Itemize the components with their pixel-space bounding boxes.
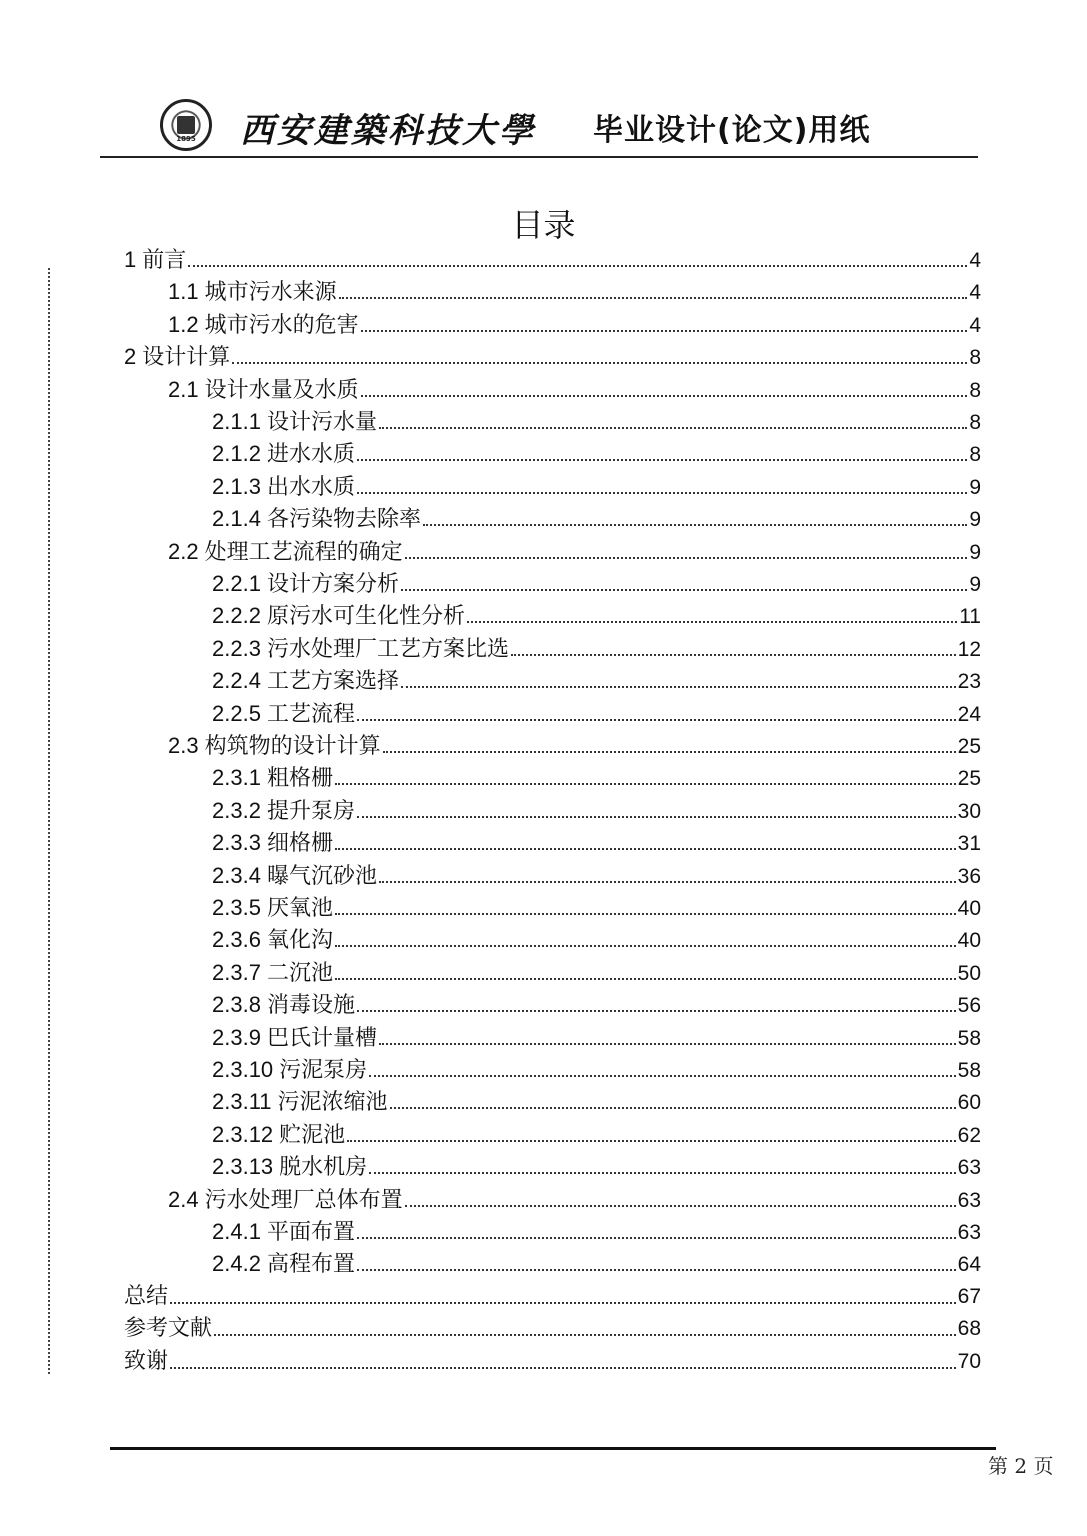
toc-entry-number: 2.2.2: [212, 603, 261, 629]
toc-entry-page: 8: [969, 443, 981, 467]
toc-leader-dots: [361, 329, 968, 332]
toc-entry-page: 70: [957, 1349, 981, 1373]
toc-leader-dots: [379, 880, 956, 883]
toc-entry-page: 40: [957, 897, 981, 920]
toc-leader-dots: [357, 1236, 956, 1239]
page-number: 第 2 页: [988, 1454, 1054, 1478]
toc-entry-title: 各污染物去除率: [266, 507, 421, 533]
toc-entry-number: 2.3.10: [212, 1057, 274, 1082]
toc-entry[interactable]: [212, 698, 981, 730]
header-divider: [100, 156, 978, 158]
toc-entry-number: 2.3.13: [212, 1154, 274, 1180]
toc-entry[interactable]: [124, 244, 981, 276]
toc-entry-page: 8: [969, 411, 981, 434]
toc-entry-page: 12: [957, 637, 981, 661]
toc-leader-dots: [339, 296, 968, 299]
toc-leader-dots: [369, 1074, 955, 1077]
toc-leader-dots: [357, 491, 967, 494]
toc-entry-number: 2.3.7: [212, 959, 261, 985]
toc-entry-title: 污泥浓缩池: [277, 1090, 388, 1116]
toc-leader-dots: [188, 264, 967, 267]
toc-leader-dots: [335, 977, 956, 980]
toc-leader-dots: [383, 750, 956, 753]
toc-entry-number: 2.2.3: [212, 635, 261, 661]
toc-leader-dots: [390, 1106, 956, 1109]
toc-entry[interactable]: [212, 762, 981, 794]
toc-entry-number: 2.3.5: [212, 895, 261, 920]
toc-entry[interactable]: [124, 1313, 981, 1345]
toc-entry-page: 63: [957, 1221, 981, 1244]
toc-entry[interactable]: [212, 1086, 981, 1118]
toc-entry-title: 设计方案分析: [266, 572, 399, 597]
toc-leader-dots: [170, 1366, 956, 1369]
toc-entry-title: 二沉池: [266, 960, 333, 986]
toc-entry-number: 2.3.9: [212, 1024, 261, 1050]
toc-leader-dots: [357, 1009, 956, 1012]
toc-entry-page: 58: [957, 1059, 981, 1082]
toc-leader-dots: [347, 1139, 955, 1142]
toc-entry-title: 污水处理厂总体布置: [204, 1187, 403, 1213]
toc-entry[interactable]: [212, 1022, 981, 1054]
toc-entry-number: 2.1.1: [212, 409, 261, 434]
toc-entry-page: 4: [969, 281, 981, 305]
toc-entry[interactable]: [168, 309, 981, 341]
toc-leader-dots: [401, 588, 967, 591]
toc-entry-title: 巴氏计量槽: [266, 1025, 377, 1051]
toc-entry-page: 23: [957, 670, 981, 694]
toc-entry-page: 62: [957, 1123, 981, 1147]
toc-entry-page: 25: [957, 767, 981, 791]
toc-entry[interactable]: [212, 438, 981, 470]
toc-entry-title: 构筑物的设计计算: [204, 734, 381, 759]
toc-entry[interactable]: [212, 406, 981, 438]
toc-entry[interactable]: [212, 1216, 981, 1248]
toc-leader-dots: [357, 718, 956, 721]
toc-entry-number: 2.2.1: [212, 571, 261, 596]
toc-entry-title: 厌氧池: [266, 896, 333, 921]
toc-entry-title: 污泥泵房: [279, 1058, 368, 1083]
toc-entry[interactable]: [212, 600, 981, 632]
toc-entry[interactable]: [212, 957, 981, 989]
toc-leader-dots: [423, 523, 967, 526]
toc-entry-title: 设计污水量: [266, 410, 377, 435]
toc-entry-number: 2.3.6: [212, 927, 261, 953]
seal-year: 1895: [176, 135, 196, 143]
toc-entry[interactable]: [212, 471, 981, 503]
toc-entry-title: 污水处理厂工艺方案比选: [266, 636, 509, 662]
toc-entry-number: 1: [124, 247, 137, 272]
toc-entry[interactable]: [212, 1248, 981, 1280]
toc-entry-page: 8: [969, 378, 981, 402]
page-header: [100, 95, 978, 157]
toc-entry-number: 2.4.1: [212, 1219, 261, 1244]
toc-entry-page: 8: [969, 346, 981, 370]
toc-entry[interactable]: [124, 1281, 981, 1313]
toc-entry-title: 处理工艺流程的确定: [204, 539, 403, 565]
toc-entry[interactable]: [212, 665, 981, 697]
toc-leader-dots: [379, 426, 967, 429]
toc-leader-dots: [214, 1333, 956, 1336]
toc-entry[interactable]: [212, 892, 981, 924]
toc-entry-title: 城市污水的危害: [204, 312, 359, 338]
toc-entry-title: 曝气沉砂池: [266, 863, 377, 889]
toc-entry[interactable]: [168, 536, 981, 568]
toc-leader-dots: [335, 944, 956, 947]
toc-entry-number: 2.3.1: [212, 765, 261, 791]
toc-entry-page: 24: [957, 702, 981, 726]
toc-entry[interactable]: [124, 1346, 981, 1378]
binding-margin-dots: [48, 268, 50, 1374]
toc-entry-title: 氧化沟: [266, 928, 333, 954]
toc-entry-page: 67: [957, 1284, 981, 1308]
toc-entry[interactable]: [212, 924, 981, 956]
toc-entry-title: 致谢: [124, 1348, 169, 1374]
toc-entry-page: 50: [957, 961, 981, 985]
toc-entry-title: 城市污水来源: [204, 280, 337, 306]
toc-entry-number: 2.3.12: [212, 1121, 274, 1147]
toc-entry[interactable]: [212, 568, 981, 600]
toc-leader-dots: [357, 815, 956, 818]
toc-entry[interactable]: [212, 503, 981, 535]
seal-building-icon: [177, 116, 195, 134]
toc-entry-number: 2.3.8: [212, 992, 261, 1018]
toc-entry-title: 贮泥池: [279, 1122, 346, 1148]
toc-entry[interactable]: [168, 276, 981, 308]
toc-leader-dots: [405, 556, 968, 559]
toc-entry-title: 高程布置: [266, 1252, 355, 1278]
toc-leader-dots: [379, 1042, 956, 1045]
toc-entry-page: 60: [957, 1091, 981, 1115]
toc-entry-number: 1.2: [168, 311, 199, 337]
toc-entry-title: 粗格栅: [266, 766, 333, 792]
toc-entry-number: 2.2.5: [212, 700, 261, 726]
toc-entry-number: 2.2: [168, 538, 199, 564]
toc-entry-page: 68: [957, 1317, 981, 1341]
paper-label: 毕业设计(论文)用纸: [593, 113, 871, 148]
toc-entry[interactable]: [168, 374, 981, 406]
toc-entry[interactable]: [168, 1184, 981, 1216]
toc-leader-dots: [335, 847, 956, 850]
toc-entry-title: 设计水量及水质: [204, 377, 359, 403]
toc-entry[interactable]: [168, 730, 981, 762]
toc-title: 目录: [511, 206, 576, 244]
toc-leader-dots: [335, 912, 956, 915]
toc-entry-title: 原污水可生化性分析: [266, 604, 465, 630]
toc-entry[interactable]: [124, 341, 981, 373]
toc-entry-page: 4: [969, 249, 981, 272]
toc-entry-title: 参考文献: [124, 1316, 213, 1342]
toc-entry-title: 前言: [142, 248, 187, 273]
toc-entry-title: 出水水质: [266, 474, 355, 500]
toc-entry-page: 30: [957, 799, 981, 823]
toc-entry-title: 总结: [124, 1283, 169, 1309]
toc-entry-page: 4: [969, 313, 981, 337]
toc-entry-page: 9: [969, 475, 981, 499]
toc-entry-number: 2: [124, 344, 137, 370]
toc-entry-page: 11: [959, 605, 981, 629]
toc-entry-number: 2.2.4: [212, 668, 261, 694]
toc-leader-dots: [357, 458, 967, 461]
toc-entry-title: 进水水质: [266, 442, 355, 468]
toc-entry-title: 设计计算: [142, 345, 231, 371]
toc-entry-page: 36: [957, 864, 981, 888]
toc-entry-page: 9: [969, 540, 981, 564]
toc-entry-title: 平面布置: [266, 1220, 355, 1245]
toc-entry-number: 2.4.2: [212, 1251, 261, 1277]
toc-entry[interactable]: [212, 860, 981, 892]
toc-entry-page: 40: [957, 929, 981, 953]
university-seal-icon: [160, 99, 212, 151]
toc-entry[interactable]: [212, 633, 981, 665]
toc-leader-dots: [511, 653, 956, 656]
toc-entry-number: 2.3: [168, 733, 199, 758]
toc-entry-title: 工艺流程: [266, 701, 355, 727]
toc-entry-number: 2.3.2: [212, 797, 261, 823]
toc-entry[interactable]: [212, 795, 981, 827]
university-name: 西安建築科技大學: [240, 111, 536, 151]
toc-entry[interactable]: [212, 1151, 981, 1183]
toc-entry-page: 63: [957, 1188, 981, 1212]
toc-entry-title: 消毒设施: [266, 993, 355, 1019]
toc-entry-number: 2.3.11: [212, 1089, 272, 1115]
toc-entry[interactable]: [212, 989, 981, 1021]
toc-entry-number: 2.3.3: [212, 830, 261, 856]
toc-leader-dots: [361, 394, 968, 397]
toc-entry-title: 脱水机房: [279, 1155, 368, 1181]
footer-divider: [110, 1447, 996, 1450]
toc-leader-dots: [405, 1204, 956, 1207]
toc-entry-number: 2.3.4: [212, 862, 261, 888]
toc-entry-page: 31: [957, 832, 981, 856]
toc-leader-dots: [401, 685, 956, 688]
toc-entry-page: 63: [957, 1156, 981, 1180]
toc-entry-page: 9: [969, 573, 981, 596]
toc-entry-page: 64: [957, 1253, 981, 1277]
toc-entry-number: 2.4: [168, 1186, 199, 1212]
toc-entry-page: 58: [957, 1026, 981, 1050]
toc-entry-title: 提升泵房: [266, 798, 355, 824]
toc-leader-dots: [369, 1171, 955, 1174]
toc-entry-page: 25: [957, 735, 981, 758]
toc-entry-number: 2.1.4: [212, 506, 261, 532]
toc-leader-dots: [232, 361, 967, 364]
toc-leader-dots: [170, 1301, 956, 1304]
toc-entry-title: 细格栅: [266, 831, 333, 857]
toc-leader-dots: [335, 782, 956, 785]
toc-entry-number: 2.1.3: [212, 473, 261, 499]
toc-entry-number: 2.1.2: [212, 441, 261, 467]
toc-leader-dots: [357, 1268, 956, 1271]
toc-entry-page: 56: [957, 994, 981, 1018]
toc-entry[interactable]: [212, 827, 981, 859]
toc-entry-number: 1.1: [168, 279, 199, 305]
toc-leader-dots: [467, 620, 957, 623]
toc-entry-number: 2.1: [168, 376, 199, 402]
toc-entry[interactable]: [212, 1119, 981, 1151]
toc-entry-page: 9: [969, 508, 981, 532]
toc-entry-title: 工艺方案选择: [266, 669, 399, 695]
toc-entry[interactable]: [212, 1054, 981, 1086]
